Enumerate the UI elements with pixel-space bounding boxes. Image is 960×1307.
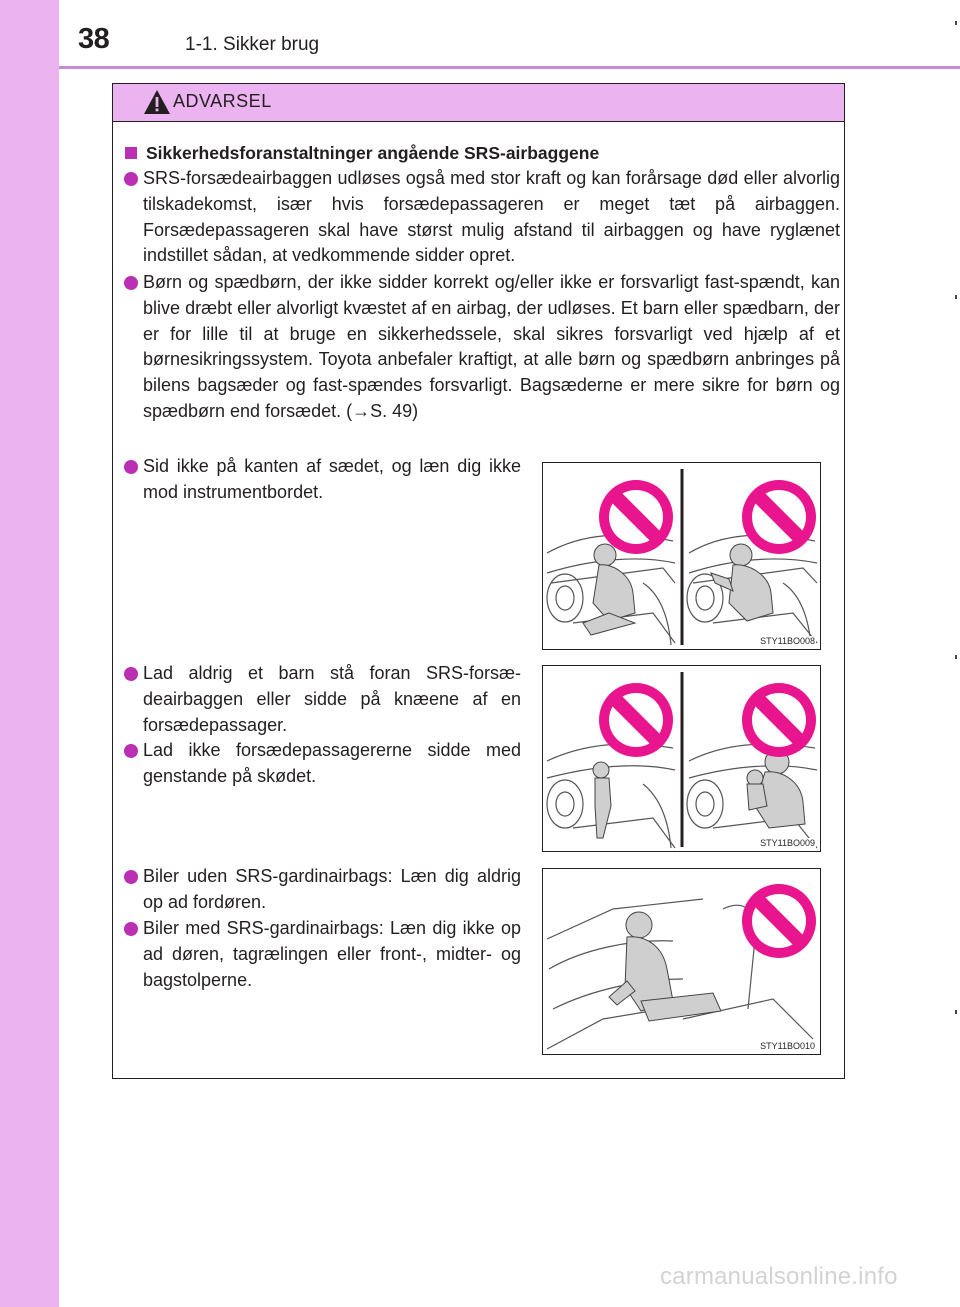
illustration-code: STY11BO010 [760,1041,815,1051]
bullet-text: Lad aldrig et barn stå foran SRS-forsæ-deairbaggen eller sidde på knæene af en forsædepassager. [143,663,521,735]
bullet-text: Lad ikke forsædepassagererne sidde med genstande på skødet. [143,740,521,786]
bullet-item [143,661,521,738]
header-rule [59,66,960,69]
bullet-dot-icon [124,667,138,681]
illustration-code: STY11BO009 [760,838,815,848]
warning-header [113,84,844,122]
warning-triangle-icon [142,88,172,116]
edge-tick [955,655,957,659]
warning-label: ADVARSEL [173,91,272,111]
bullet-text: Biler med SRS-gardinairbags: Læn dig ikke op ad døren, tagrælingen eller front-, midter- og bagstolperne. [143,918,521,990]
section-title: 1-1. Sikker brug [185,34,320,55]
occupant-figure [583,544,635,635]
watermark: carmanualsonline.info [660,1263,898,1290]
bullet-dot-icon [124,460,138,474]
bullet-text: SRS-forsædeairbaggen udløses også med stor kraft og kan forårsage død eller alvorlig tilskadekomst, især hvis forsædepassageren er meget tæt på airbaggen. Forsædepassageren skal have størst mulig afstand til airbaggen og have ryglænet indstillet sådan, at vedkommende sidder opret. [143,168,840,266]
bullet-item [143,454,521,506]
subheading-text: Sikkerhedsforanstaltninger angående SRS-airbaggene [146,143,600,163]
prohibited-icon [599,480,673,554]
prohibited-icon [599,683,673,757]
warning-subheading [125,143,599,164]
bullet-text: Børn og spædbørn, der ikke sidder korrekt og/eller ikke er forsvarligt fast-spændt, kan blive dræbt eller alvorligt kvæstet af en airbag, der udløses. Et barn eller spædbarn, der er for lille til at bruge en sikkerhedssele, skal sikres forsvarligt ved hjælp af et børnesikringssystem. Toyota anbefaler kraftigt, at alle børn og spædbørn anbringes på bilens bagsæder og fast-spændes forsvarligt. Bagsæderne er mere sikre for børn og spædbørn end forsædet. (→S. 49) [143,272,840,421]
car-interior-drawing [547,744,675,848]
illustration-code: STY11BO008 [760,636,815,646]
bullet-dot-icon [124,922,138,936]
bullet-text: Biler uden SRS-gardinairbags: Læn dig aldrig op ad fordøren. [143,866,521,912]
edge-tick [955,1010,957,1014]
bullet-dot-icon [124,276,138,290]
warning-box [112,83,845,1079]
page-number: 38 [78,23,110,55]
edge-tick [955,295,957,299]
bullet-item [143,166,840,269]
prohibited-icon [742,480,816,554]
occupant-figure [609,912,721,1021]
bullet-dot-icon [124,744,138,758]
illustration-lean-forward [542,462,821,650]
bullet-item [143,916,521,993]
bullet-dot-icon [124,870,138,884]
bullet-item [143,864,521,916]
square-bullet-icon [125,147,137,159]
bullet-item [143,270,840,425]
bullet-dot-icon [124,172,138,186]
illustration-child-standing [542,665,821,852]
child-figure [593,762,611,838]
illustration-lean-door [542,868,821,1055]
side-color-band [0,0,59,1307]
edge-tick [955,21,957,25]
bullet-item [143,738,521,790]
prohibited-icon [742,683,816,757]
bullet-text: Sid ikke på kanten af sædet, og læn dig ikke mod instrumentbordet. [143,456,521,502]
prohibited-icon [742,884,816,958]
adult-with-child-figure [747,750,805,828]
